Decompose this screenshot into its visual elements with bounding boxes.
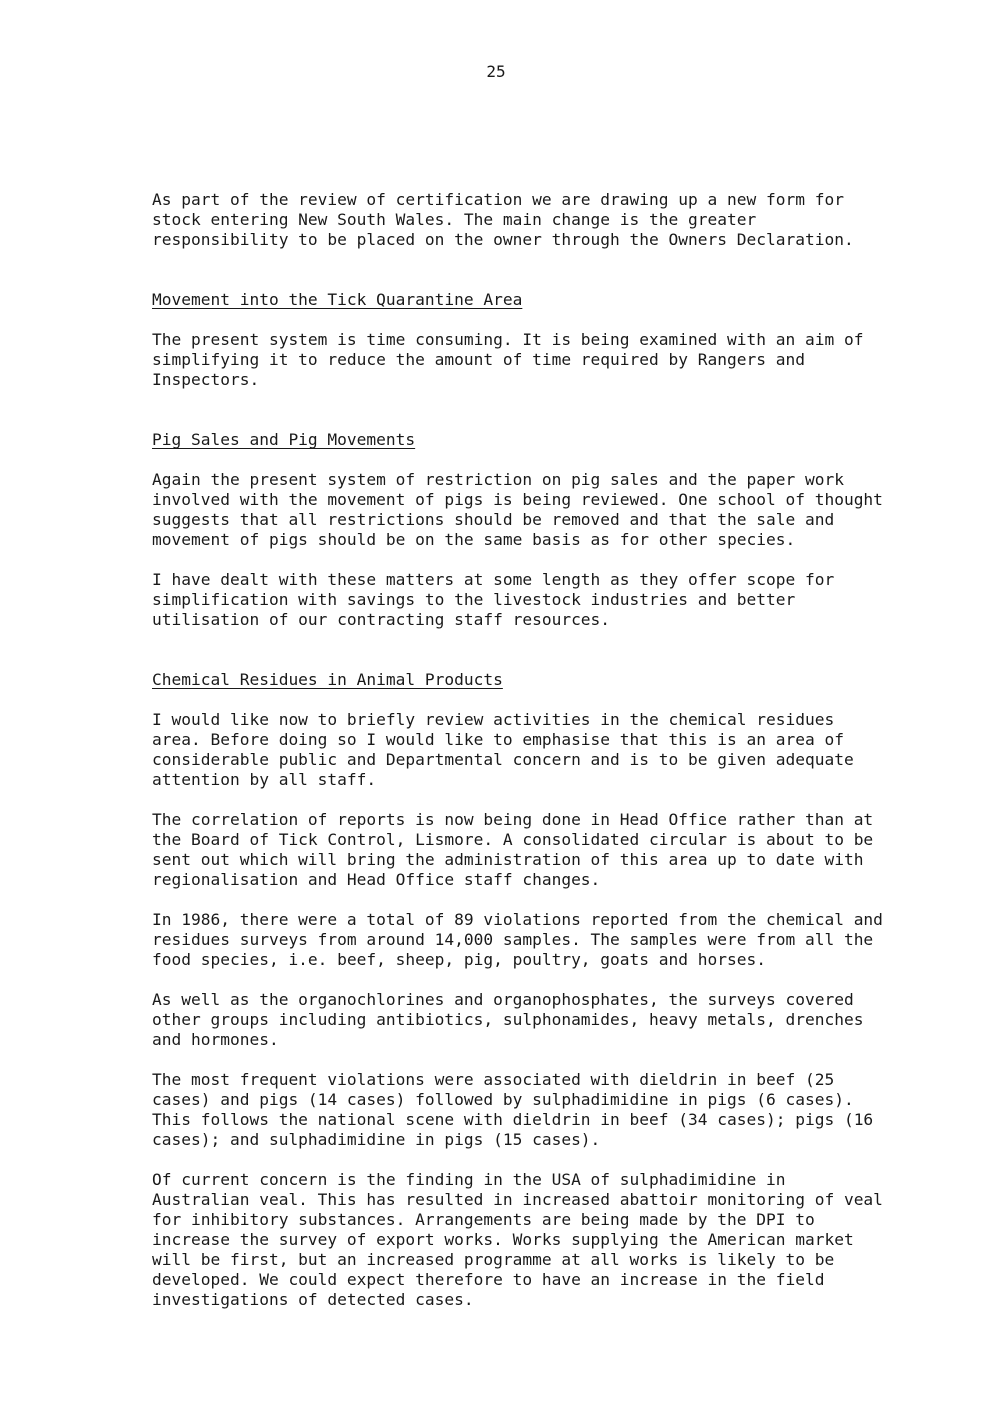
paragraph-correlation: The correlation of reports is now being done in Head Office rather than at the Board of Tick Control, Lismore. A consolidated circular is about to be sent out which will bring the administration of this area up to date with regionalisation and Head Office staff changes. — [152, 810, 874, 889]
paragraph-certification: As part of the review of certification we are drawing up a new form for stock entering New South Wales. The main change is the greater responsibility to be placed on the owner through the Owners Declaration. — [152, 190, 854, 249]
paragraph-tick-quarantine: The present system is time consuming. It is being examined with an aim of simplifying it to reduce the amount of time required by Rangers and Inspectors. — [152, 330, 864, 389]
paragraph-current-concern: Of current concern is the finding in the USA of sulphadimidine in Australian veal. This has resulted in increased abattoir monitoring of veal for inhibitory substances. Arrangements are being made by the DPI to increase the survey of export works. Works supplying the American market will be first, but an increased programme at all works is likely to be developed. We could expect therefore to have an increase in the field investigations of detected cases. — [152, 1170, 883, 1309]
paragraph-simplification: I have dealt with these matters at some length as they offer scope for simplification with savings to the livestock industries and better utilisation of our contracting staff resources. — [152, 570, 835, 629]
heading-tick-quarantine: Movement into the Tick Quarantine Area — [152, 290, 523, 309]
paragraph-pig-sales: Again the present system of restriction on pig sales and the paper work involved with the movement of pigs is being reviewed. One school of thought suggests that all restrictions should be removed and that the sale and movement of pigs should be on the same basis as for other species. — [152, 470, 883, 549]
heading-chemical-residues: Chemical Residues in Animal Products — [152, 670, 503, 689]
paragraph-residues-intro: I would like now to briefly review activities in the chemical residues area. Before doing so I would like to emphasise that this is an area of considerable public and Departmental concern and is to be given adequate attention by all staff. — [152, 710, 854, 789]
heading-pig-sales: Pig Sales and Pig Movements — [152, 430, 416, 449]
document-body — [152, 190, 902, 1310]
paragraph-violations-1986: In 1986, there were a total of 89 violations reported from the chemical and residues surveys from around 14,000 samples. The samples were from all the food species, i.e. beef, sheep, pig, poultry, goats and horses. — [152, 910, 883, 969]
page-number: 25 — [486, 62, 506, 81]
paragraph-survey-groups: As well as the organochlorines and organophosphates, the surveys covered other groups including antibiotics, sulphonamides, heavy metals, drenches and hormones. — [152, 990, 864, 1049]
paragraph-frequent-violations: The most frequent violations were associated with dieldrin in beef (25 cases) and pigs (14 cases) followed by sulphadimidine in pigs (6 cases). This follows the national scene with dieldrin in beef (34 cases); pigs (16 cases); and sulphadimidine in pigs (15 cases). — [152, 1070, 874, 1149]
